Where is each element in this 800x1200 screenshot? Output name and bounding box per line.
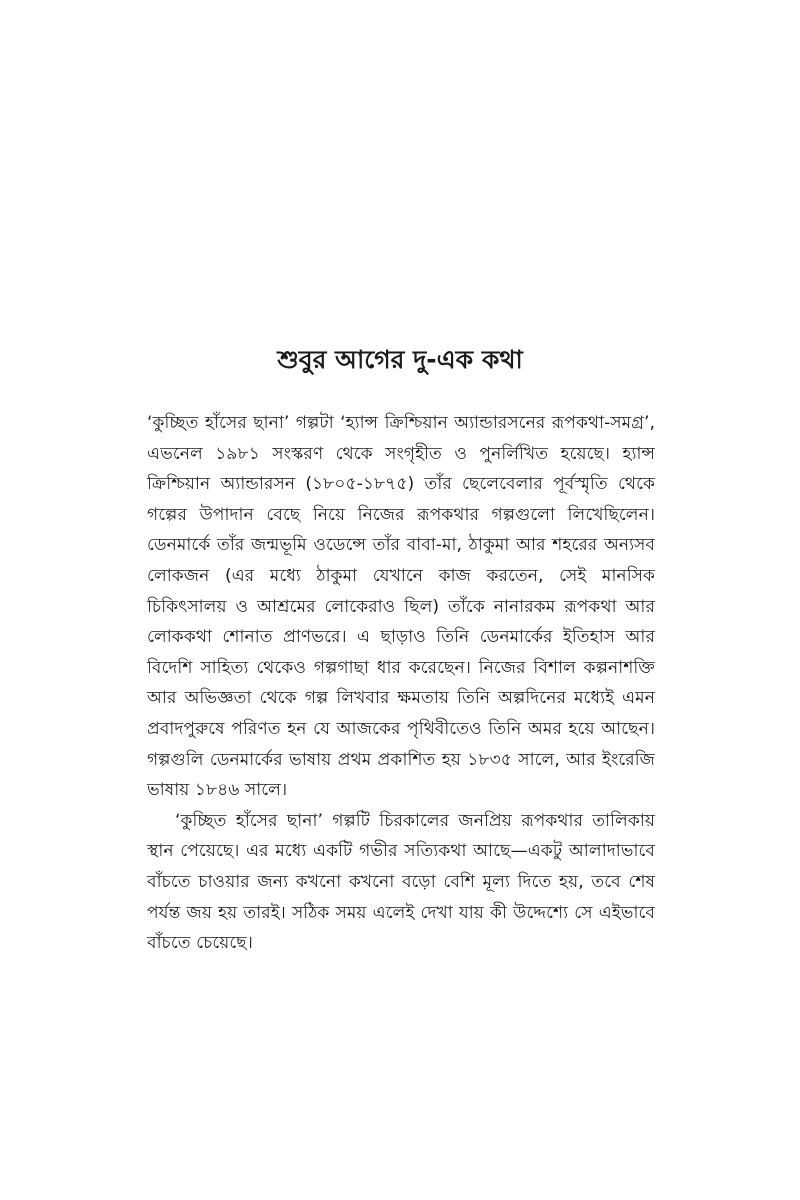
body-text — [147, 408, 655, 959]
paragraph-moral: ‘কুচ্ছিত হাঁসের ছানা’ গল্পটি চিরকালের জনপ্রিয় রূপকথার তালিকায় স্থান পেয়েছে। এর মধ্যে একটি গভীর সত্যিকথা আছে—একটু আলাদাভাবে বাঁচতে চাওয়ার জন্য কখনো কখনো বড়ো বেশি মূল্য দিতে হয়, তবে শেষ পর্যন্ত জয় হয় তারই। সঠিক সময় এলেই দেখা যায় কী উদ্দেশ্যে সে এইভাবে বাঁচতে চেয়েছে। — [147, 810, 655, 954]
page-title: শুবুর আগের দু-এক কথা — [277, 345, 523, 374]
paragraph-intro: ‘কুচ্ছিত হাঁসের ছানা’ গল্পটা ‘হ্যান্স ক্রিশ্চিয়ান অ্যান্ডারসনের রূপকথা-সমগ্র’, এভনেল ১৯৮১ সংস্করণ থেকে সংগৃহীত ও পুনর্লিখিত হয়েছে। হ্যান্স ক্রিশ্চিয়ান অ্যান্ডারসন (১৮০৫-১৮৭৫) তাঁর ছেলেবেলার পূর্বস্মৃতি থেকে গল্পের উপাদান বেছে নিয়ে নিজের রূপকথার গল্পগুলো লিখেছিলেন। ডেনমার্কে তাঁর জন্মভূমি ওডেন্সে তাঁর বাবা-মা, ঠাকুমা আর শহরের অন্যসব লোকজন (এর মধ্যে ঠাকুমা যেখানে কাজ করতেন, সেই মানসিক চিকিৎসালয় ও আশ্রমের লোকেরাও ছিল) তাঁকে নানারকম রূপকথা আর লোককথা শোনাত প্রাণভরে। এ ছাড়াও তিনি ডেনমার্কের ইতিহাস আর বিদেশি সাহিত্য থেকেও গল্পগাছা ধার করেছেন। নিজের বিশাল কল্পনাশক্তি আর অভিজ্ঞতা থেকে গল্প লিখবার ক্ষমতায় তিনি অল্পদিনের মধ্যেই এমন প্রবাদপুরুষে পরিণত হন যে আজকের পৃথিবীতেও তিনি অমর হয়ে আছেন। গল্পগুলি ডেনমার্কের ভাষায় প্রথম প্রকাশিত হয় ১৮৩৫ সালে, আর ইংরেজি ভাষায় ১৮৪৬ সালে। — [147, 413, 656, 801]
